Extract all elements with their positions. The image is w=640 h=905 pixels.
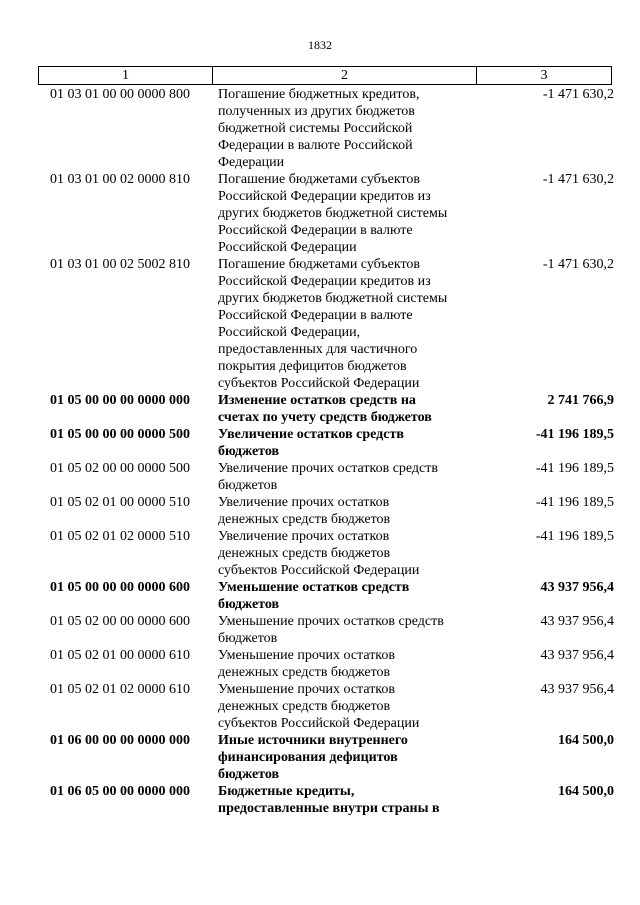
row-value: -41 196 189,5 xyxy=(535,427,614,442)
row-value: 43 937 956,4 xyxy=(540,682,614,697)
row-value: -41 196 189,5 xyxy=(535,495,614,510)
table-body xyxy=(0,86,640,817)
row-code: 01 05 02 00 00 0000 500 xyxy=(50,461,190,476)
row-code: 01 05 00 00 00 0000 600 xyxy=(50,580,190,595)
row-code: 01 05 02 01 02 0000 610 xyxy=(50,682,190,697)
table-row xyxy=(0,579,640,613)
row-code: 01 05 02 00 00 0000 600 xyxy=(50,614,190,629)
row-value: 43 937 956,4 xyxy=(540,648,614,663)
row-value: -1 471 630,2 xyxy=(542,87,614,102)
table-row xyxy=(0,460,640,494)
column-header-2: 2 xyxy=(213,67,477,85)
row-name: Увеличение прочих остатков средств бюджетов xyxy=(218,461,439,493)
table-row xyxy=(0,426,640,460)
table-row xyxy=(0,256,640,392)
row-name: Погашение бюджетами субъектов Российской Федерации кредитов из других бюджетов бюджетной системы Российской Федерации в валюте Российской Федерации, предоставленных для частичного покрытия дефицитов бюджетов субъектов Российской Федерации xyxy=(218,257,448,391)
table-row xyxy=(0,86,640,171)
row-name: Изменение остатков средств на счетах по учету средств бюджетов xyxy=(218,393,432,425)
row-name: Увеличение остатков средств бюджетов xyxy=(218,427,404,459)
table-row xyxy=(0,647,640,681)
row-value: -1 471 630,2 xyxy=(542,257,614,272)
table-row xyxy=(0,681,640,732)
row-value: -1 471 630,2 xyxy=(542,172,614,187)
row-value: 43 937 956,4 xyxy=(540,614,614,629)
row-name: Уменьшение прочих остатков средств бюджетов xyxy=(218,614,444,646)
row-code: 01 06 05 00 00 0000 000 xyxy=(50,784,190,799)
row-code: 01 05 00 00 00 0000 500 xyxy=(50,427,190,442)
row-name: Погашение бюджетами субъектов Российской Федерации кредитов из других бюджетов бюджетной системы Российской Федерации в валюте Российской Федерации xyxy=(218,172,448,255)
row-code: 01 03 01 00 02 0000 810 xyxy=(50,172,190,187)
table-row xyxy=(0,528,640,579)
row-code: 01 05 02 01 02 0000 510 xyxy=(50,529,190,544)
row-name: Увеличение прочих остатков денежных средств бюджетов субъектов Российской Федерации xyxy=(218,529,420,578)
row-code: 01 05 02 01 00 0000 510 xyxy=(50,495,190,510)
table-header xyxy=(38,66,612,85)
row-code: 01 05 00 00 00 0000 000 xyxy=(50,393,190,408)
row-value: -41 196 189,5 xyxy=(535,529,614,544)
table-row xyxy=(0,783,640,817)
row-code: 01 06 00 00 00 0000 000 xyxy=(50,733,190,748)
row-name: Иные источники внутреннего финансирования дефицитов бюджетов xyxy=(218,733,408,782)
column-header-1: 1 xyxy=(39,67,213,85)
table-row xyxy=(0,392,640,426)
row-name: Увеличение прочих остатков денежных средств бюджетов xyxy=(218,495,391,527)
column-header-3: 3 xyxy=(477,67,612,85)
row-value: 43 937 956,4 xyxy=(540,580,614,595)
table-row xyxy=(0,171,640,256)
row-value: 2 741 766,9 xyxy=(547,393,614,408)
row-value: 164 500,0 xyxy=(558,784,614,799)
table-row xyxy=(0,613,640,647)
row-code: 01 05 02 01 00 0000 610 xyxy=(50,648,190,663)
table-row xyxy=(0,494,640,528)
row-name: Уменьшение остатков средств бюджетов xyxy=(218,580,410,612)
row-code: 01 03 01 00 02 5002 810 xyxy=(50,257,190,272)
row-code: 01 03 01 00 00 0000 800 xyxy=(50,87,190,102)
row-value: 164 500,0 xyxy=(558,733,614,748)
row-value: -41 196 189,5 xyxy=(535,461,614,476)
row-name: Погашение бюджетных кредитов, полученных из других бюджетов бюджетной системы Российской Федерации в валюте Российской Федерации xyxy=(218,87,420,170)
page-number: 1832 xyxy=(308,38,332,52)
table-row xyxy=(0,732,640,783)
row-name: Бюджетные кредиты, предоставленные внутри страны в xyxy=(218,784,440,816)
row-name: Уменьшение прочих остатков денежных средств бюджетов субъектов Российской Федерации xyxy=(218,682,420,731)
row-name: Уменьшение прочих остатков денежных средств бюджетов xyxy=(218,648,396,680)
